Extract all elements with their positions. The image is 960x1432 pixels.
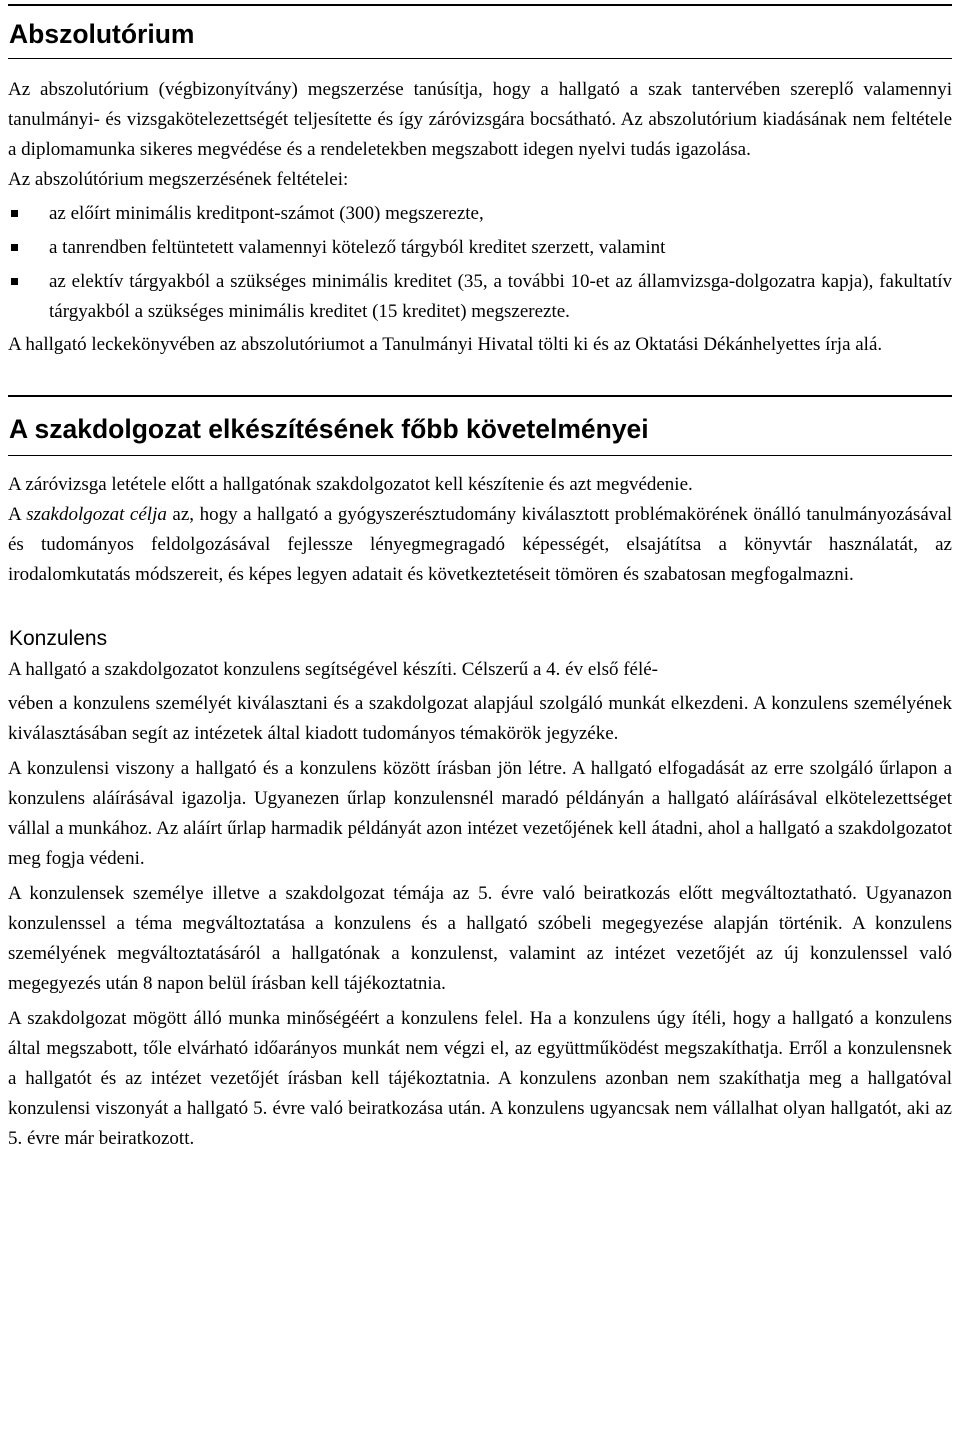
conditions-title: Az abszolútórium megszerzésének feltételei: [8,169,349,190]
p2-before: A [8,504,27,525]
konzulens-p1 [8,655,952,749]
subsection-title-konzulens: Konzulens [9,627,108,650]
condition-text: a tanrendben feltüntetett valamennyi kötelező tárgyból kreditet szerzett, valamint [49,237,666,258]
section-title-abszolutorium: Abszolutórium [8,4,952,59]
konzulens-p1-line1: A hallgató a szakdolgozatot konzulens segítségével készíti. Célszerű a 4. év első félé- [8,659,659,680]
konzulens-p2: A konzulensi viszony a hallgató és a konzulens között írásban jön létre. A hallgató elfogadását az erre szolgáló űrlapon a konzulens aláírásával igazolja. Ugyanezen űrlap konzulensnél maradó példányán a hallgató aláírásával elkötelezettséget vállal a munkához. Az aláírt űrlap harmadik példányát azon intézet vezetőjének kell átadni, ahol a hallgató a szakdolgozatot meg fogja védeni. [8,758,952,869]
konzulens-p1-rest: vében a konzulens személyét kiválasztani és a szakdolgozat alapjául szolgáló munkát elkezdeni. A konzulens személyének kiválasztásában segít az intézetek által kiadott tudományos témakörök jegyzéke. [8,693,952,744]
szakdolgozat-p1: A záróvizsga letétele előtt a hallgatónak szakdolgozatot kell készítenie és azt megvédenie. [8,474,693,495]
p2-after: az, hogy a hallgató a gyógyszerésztudomány kiválasztott problémakörének önálló tanulmányozásával és tudományos feldolgozásával fejlessze lényegmegragadó képességét, elsajátítsa a könyvtár használatát, az irodalomkutatás módszereit, és képes legyen adatait és következtetéseit tömören és szabatosan megfogalmazni. [8,504,952,585]
condition-item [8,233,952,263]
square-bullet-icon [11,210,18,217]
condition-item [8,199,952,229]
konzulens-p4: A szakdolgozat mögött álló munka minőségéért a konzulens felel. Ha a konzulens úgy ítéli, hogy a hallgató a konzulens által megszabott, tőle elvárható időarányos munkát nem végzi el, az együttműködést megszakíthatja. Erről a konzulensnek a hallgatót és az intézet vezetőjét írásban kell tájékoztatnia. A konzulens azonban nem szakíthatja meg a hallgatóval konzulensi viszonyát a hallgató 5. évre való beiratkozása után. A konzulens ugyancsak nem vállalhat olyan hallgatót, aki az 5. évre már beiratkozott. [8,1008,952,1149]
abszolutorium-closing: A hallgató leckekönyvében az abszolutóriumot a Tanulmányi Hivatal tölti ki és az Oktatási Dékánhelyettes írja alá. [8,334,883,355]
szakdolgozat-p2 [8,500,952,590]
condition-text: az előírt minimális kreditpont-számot (300) megszerezte, [49,203,484,224]
konzulens-p3: A konzulensek személye illetve a szakdolgozat témája az 5. évre való beiratkozás előtt megváltoztatható. Ugyanazon konzulenssel a téma megváltoztatása a konzulens és a hallgató szóbeli megegyezése alapján történik. A konzulens személyének megváltoztatásáról a hallgatónak a konzulenst, valamint az intézet vezetőjét az új konzulenssel való megegyezés után 8 napon belül írásban kell tájékoztatnia. [8,883,952,994]
abszolutorium-intro: Az abszolutórium (végbizonyítvány) megszerzése tanúsítja, hogy a hallgató a szak tantervében szereplő valamennyi tanulmányi- és vizsgakötelezettségét teljesítette és így záróvizsgára bocsátható. Az abszolutórium kiadásának nem feltétele a diplomamunka sikeres megvédése és a rendeletekben megszabott idegen nyelvi tudás igazolása. [8,79,952,160]
document-page [8,0,952,1154]
square-bullet-icon [11,278,18,285]
square-bullet-icon [11,244,18,251]
condition-text: az elektív tárgyakból a szükséges minimális kreditet (35, a további 10-et az államvizsga-dolgozatra kapja), fakultatív tárgyakból a szükséges minimális kreditet (15 kreditet) megszerezte. [49,271,952,322]
section-title-szakdolgozat: A szakdolgozat elkészítésének főbb követelményei [8,395,952,456]
szakdolgozat-celja-emphasis: szakdolgozat célja [26,504,167,525]
condition-item [8,267,952,327]
conditions-list [8,199,952,327]
